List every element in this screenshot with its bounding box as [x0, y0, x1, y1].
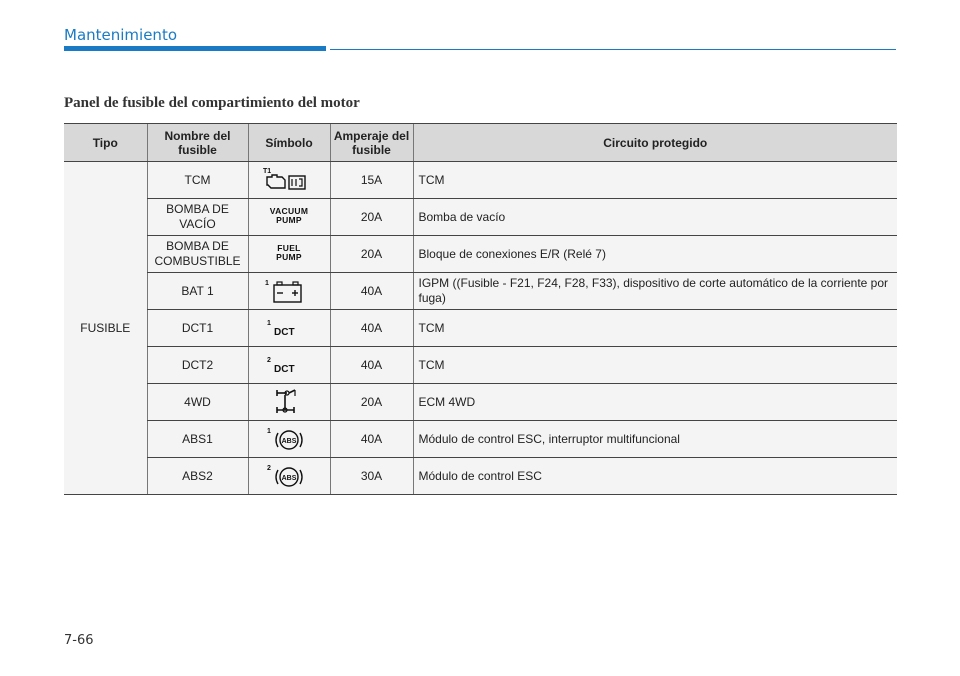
- fuse-type-cell: FUSIBLE: [64, 162, 147, 495]
- table-row: [64, 162, 897, 199]
- column-header-type: Tipo: [64, 124, 147, 162]
- fuse-name: DCT1: [147, 310, 248, 347]
- fuse-name: BAT 1: [147, 273, 248, 310]
- table-row: [64, 421, 897, 458]
- table-row: [64, 310, 897, 347]
- symbol-superscript: 2: [267, 465, 271, 472]
- four-wheel-drive-icon: [263, 387, 315, 417]
- table-row: [64, 384, 897, 421]
- fuse-symbol: [248, 347, 330, 384]
- symbol-superscript: 1: [267, 320, 271, 327]
- fuse-table: [64, 123, 897, 495]
- fuse-name: ABS1: [147, 421, 248, 458]
- fuse-name: BOMBA DE COMBUSTIBLE: [147, 236, 248, 273]
- fuse-name: TCM: [147, 162, 248, 199]
- protected-circuit: IGPM ((Fusible - F21, F24, F28, F33), dispositivo de corte automático de la corriente por fuga): [413, 273, 897, 310]
- table-header-row: [64, 124, 897, 162]
- fuse-name: BOMBA DE VACÍO: [147, 199, 248, 236]
- fuse-symbol: [248, 421, 330, 458]
- abs-icon-text: ABS: [281, 475, 297, 482]
- fuse-symbol: [248, 162, 330, 199]
- table-row: [64, 458, 897, 495]
- fuse-amperage: 20A: [330, 236, 413, 273]
- fuse-amperage: 40A: [330, 310, 413, 347]
- engine-t1-icon: [263, 165, 315, 195]
- column-header-circuit: Circuito protegido: [413, 124, 897, 162]
- protected-circuit: TCM: [413, 347, 897, 384]
- fuse-amperage: 40A: [330, 421, 413, 458]
- symbol-text-line-2: PUMP: [276, 215, 302, 225]
- fuse-symbol: [248, 273, 330, 310]
- fuse-symbol: [248, 310, 330, 347]
- abs-icon: [263, 461, 315, 491]
- symbol-superscript: 1: [267, 428, 271, 435]
- fuel-pump-label: [276, 244, 302, 262]
- symbol-superscript: 2: [267, 357, 271, 364]
- fuse-symbol: [248, 384, 330, 421]
- table-row: [64, 347, 897, 384]
- symbol-superscript: 1: [265, 280, 269, 287]
- vacuum-pump-label: [270, 207, 308, 225]
- section-rule-thin: [330, 49, 896, 50]
- fuse-symbol: [248, 458, 330, 495]
- fuse-name: DCT2: [147, 347, 248, 384]
- protected-circuit: TCM: [413, 162, 897, 199]
- fuse-symbol: [248, 236, 330, 273]
- fuse-amperage: 30A: [330, 458, 413, 495]
- table-row: [64, 236, 897, 273]
- protected-circuit: Módulo de control ESC, interruptor multifuncional: [413, 421, 897, 458]
- column-header-symbol: Símbolo: [248, 124, 330, 162]
- fuse-name: 4WD: [147, 384, 248, 421]
- protected-circuit: Bomba de vacío: [413, 199, 897, 236]
- fuse-amperage: 15A: [330, 162, 413, 199]
- symbol-superscript: T1: [263, 168, 272, 175]
- fuse-name: ABS2: [147, 458, 248, 495]
- column-header-amperage: Amperaje del fusible: [330, 124, 413, 162]
- fuse-amperage: 20A: [330, 199, 413, 236]
- symbol-text-line-2: PUMP: [276, 252, 302, 262]
- symbol-text-line-1: FUEL: [277, 243, 301, 253]
- fuse-amperage: 40A: [330, 273, 413, 310]
- fuse-amperage: 40A: [330, 347, 413, 384]
- table-row: [64, 273, 897, 310]
- abs-icon: [263, 424, 315, 454]
- dct-label: [263, 313, 315, 343]
- fuse-amperage: 20A: [330, 384, 413, 421]
- section-title: Mantenimiento: [64, 26, 177, 44]
- table-row: [64, 199, 897, 236]
- protected-circuit: ECM 4WD: [413, 384, 897, 421]
- protected-circuit: Módulo de control ESC: [413, 458, 897, 495]
- column-header-fuse-name: Nombre del fusible: [147, 124, 248, 162]
- dct-label: [263, 350, 315, 380]
- page-number: 7-66: [64, 633, 94, 648]
- battery-icon: [263, 276, 315, 306]
- dct-text: DCT: [274, 364, 295, 375]
- section-rule-thick: [64, 46, 326, 51]
- fuse-symbol: [248, 199, 330, 236]
- protected-circuit: Bloque de conexiones E/R (Relé 7): [413, 236, 897, 273]
- protected-circuit: TCM: [413, 310, 897, 347]
- dct-text: DCT: [274, 327, 295, 338]
- symbol-text-line-1: VACUUM: [269, 206, 309, 216]
- abs-icon-text: ABS: [281, 438, 297, 445]
- page-title: Panel de fusible del compartimiento del motor: [64, 95, 360, 111]
